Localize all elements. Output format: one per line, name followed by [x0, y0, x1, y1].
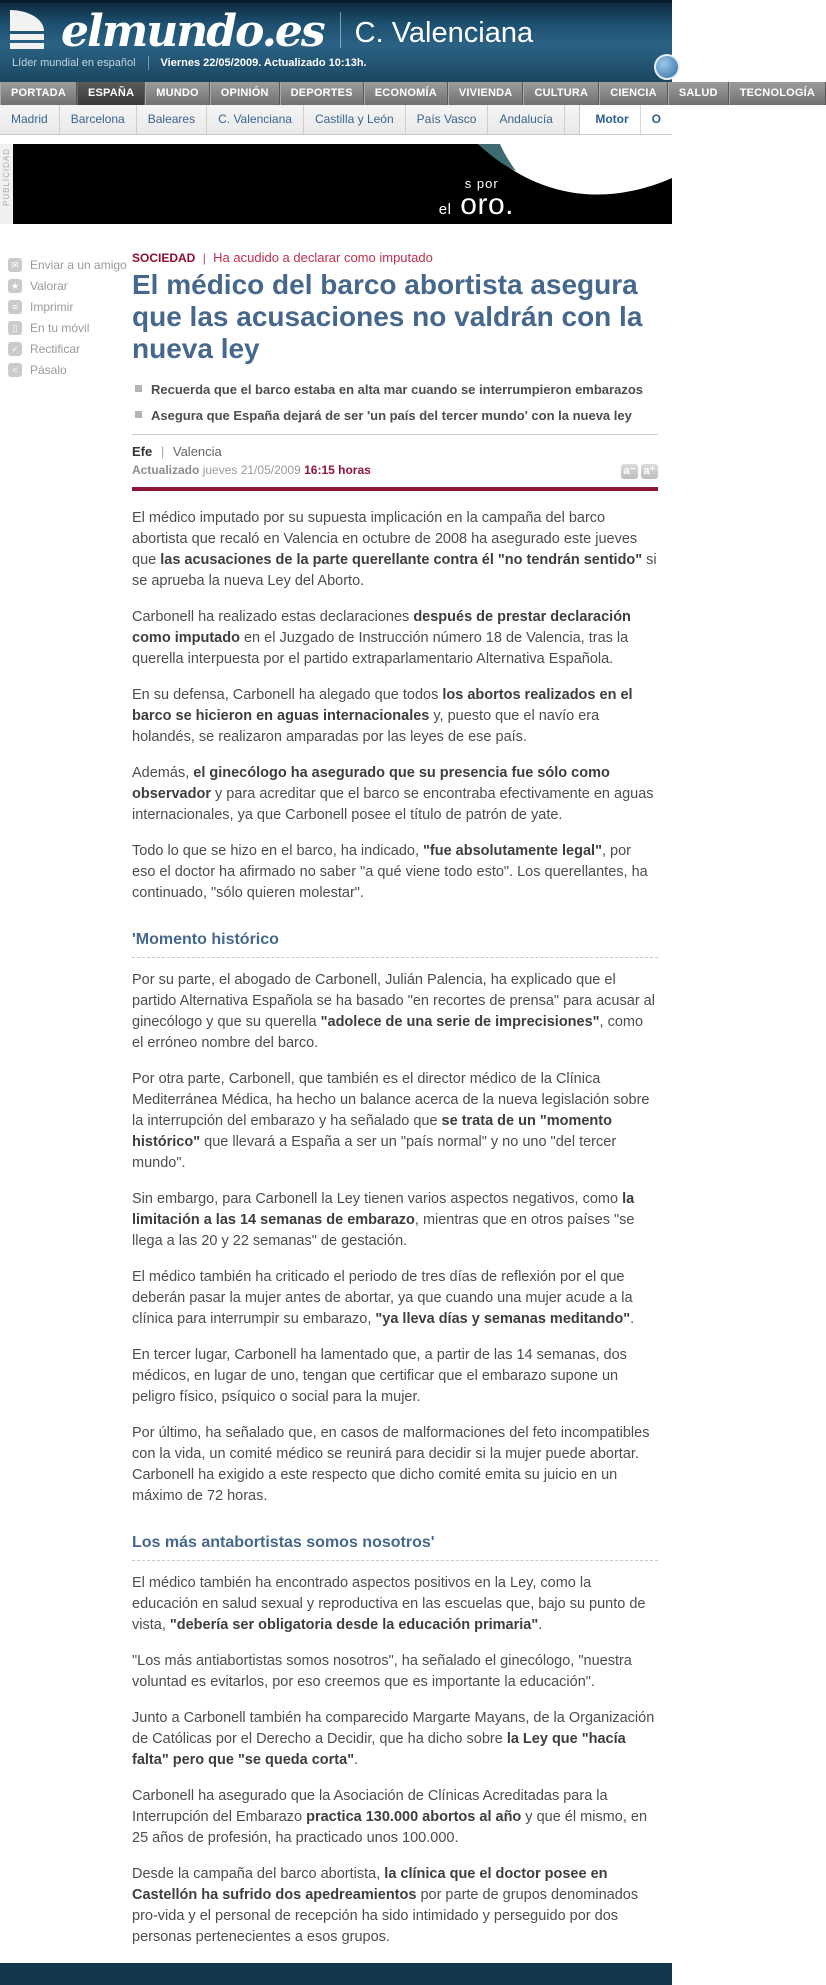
- summary-bullet: [132, 381, 658, 398]
- header-dateline: Viernes 22/05/2009. Actualizado 10:13h.: [160, 57, 367, 69]
- share-item-label: Rectificar: [30, 342, 81, 356]
- nav-tab-vivienda[interactable]: VIVIENDA: [448, 82, 524, 105]
- paragraph-bold-text: la Ley que "hacía falta" pero que "se queda corta": [132, 1731, 626, 1768]
- paragraph-bold-text: se trata de un "momento histórico": [132, 1113, 612, 1150]
- nav-tab-cultura[interactable]: CULTURA: [523, 82, 599, 105]
- paragraph-bold-text: "fue absolutamente legal": [423, 843, 602, 859]
- byline-agency: Efe: [132, 444, 153, 459]
- nav-tab-portada[interactable]: PORTADA: [0, 82, 77, 105]
- article-paragraph: [132, 763, 658, 826]
- share-item-label: En tu móvil: [30, 321, 90, 335]
- article-paragraph: [132, 841, 658, 904]
- paragraph-text: En tercer lugar, Carbonell ha lamentado que, a partir de las 14 semanas, dos médicos, en lugar de uno, tengan que certificar que el embarazo supone un peligro físico, psíquico o social para la mujer.: [132, 1347, 627, 1405]
- tagline-divider: [148, 56, 149, 70]
- byline-location: Valencia: [172, 444, 222, 459]
- paragraph-bold-text: los abortos realizados en el barco se hicieron en aguas internacionales: [132, 687, 633, 724]
- article-paragraph: [132, 1573, 658, 1636]
- logo-row: [0, 3, 672, 57]
- paragraph-text: Por su parte, el abogado de Carbonell, Julián Palencia, ha explicado que el partido Alternativa Española se ha basado "en recortes de prensa" para acusar al ginecólogo y que su querella: [132, 972, 655, 1030]
- paragraph-text: El médico también ha encontrado aspectos positivos en la Ley, como la educación en salud sexual y reproductiva en las escuelas que, bajo su punto de vista,: [132, 1575, 646, 1633]
- share-item-imprimir[interactable]: [8, 300, 132, 314]
- elmundo-logo-icon[interactable]: [10, 10, 52, 50]
- article-paragraph: [132, 1786, 658, 1849]
- share-item-label: Enviar a un amigo: [30, 258, 127, 272]
- paragraph-bold-text: la limitación a las 14 semanas de embarazo: [132, 1191, 635, 1228]
- summary-bullet-text: Asegura que España dejará de ser 'un país del tercer mundo' con la nueva ley: [151, 408, 632, 423]
- updated-date: jueves 21/05/2009: [202, 463, 301, 477]
- subnav-item-castilla-y-le-n[interactable]: Castilla y León: [304, 105, 406, 134]
- ad-text: [439, 176, 514, 220]
- article-paragraph: [132, 1708, 658, 1771]
- updated-row: [132, 463, 658, 477]
- nav-tab-econom-a[interactable]: ECONOMÍA: [364, 82, 448, 105]
- subnav-item-andaluc-a[interactable]: Andalucía: [488, 105, 564, 134]
- paragraph-bold-text: "adolece de una serie de imprecisiones": [320, 1014, 600, 1030]
- nav-tab-tecnolog-a[interactable]: TECNOLOGÍA: [729, 82, 826, 105]
- kicker-section-link[interactable]: SOCIEDAD: [132, 251, 196, 265]
- paragraph-bold-text: después de prestar declaración como imputado: [132, 609, 631, 646]
- article-paragraph: [132, 508, 658, 592]
- logo-arc-shape: [10, 10, 44, 31]
- sub-nav: [0, 105, 672, 135]
- kicker: [132, 250, 658, 265]
- summary-bullet: [132, 407, 658, 424]
- kicker-subtitle: Ha acudido a declarar como imputado: [213, 250, 433, 265]
- article-paragraph: [132, 1069, 658, 1174]
- paragraph-text: .: [538, 1617, 543, 1633]
- paragraph-text: "Los más antiabortistas somos nosotros", ha señalado el ginecólogo, "nuestra voluntad es evitarlos, por eso creemos que es importante la educación".: [132, 1653, 632, 1690]
- share-item-label: Imprimir: [30, 300, 74, 314]
- article-paragraph: [132, 607, 658, 670]
- ad-line1: s por: [464, 176, 499, 191]
- paragraph-text: Todo lo que se hizo en el barco, ha indicado,: [132, 843, 424, 859]
- paragraph-text: , como el erróneo nombre del barco.: [132, 1014, 644, 1051]
- paragraph-text: Carbonell ha realizado estas declaraciones: [132, 609, 414, 625]
- article-paragraph: [132, 970, 658, 1054]
- paragraph-text: y para acreditar que el barco se encontraba efectivamente en aguas internacionales, ya que Carbonell posee el título de patrón de yate.: [132, 786, 654, 823]
- ad-publicidad-label: PUBLICIDAD: [2, 148, 11, 207]
- share-item-enviar-a-un-amigo[interactable]: [8, 258, 132, 272]
- paragraph-text: El médico imputado por su supuesta implicación en la campaña del barco abortista que recaló en Valencia en octubre de 2008 ha asegurado este jueves que: [132, 510, 638, 568]
- nav-tab-ciencia[interactable]: CIENCIA: [599, 82, 668, 105]
- byline-block: [132, 435, 658, 487]
- edition-title: C. Valenciana: [354, 17, 534, 49]
- font-smaller-button[interactable]: a⁻: [621, 464, 638, 479]
- subnav-item-barcelona[interactable]: Barcelona: [60, 105, 137, 134]
- section-heading: Los más antabortistas somos nosotros': [132, 1534, 658, 1561]
- paragraph-text: Sin embargo, para Carbonell la Ley tienen varios aspectos negativos, como: [132, 1191, 623, 1207]
- paragraph-bold-text: la clínica que el doctor posee en Castellón ha sufrido dos apedreamientos: [132, 1866, 608, 1903]
- nav-tab-salud[interactable]: SALUD: [668, 82, 729, 105]
- paragraph-text: que llevará a España a ser un "país normal" y no uno "del tercer mundo".: [132, 1134, 617, 1171]
- header-widget-icon[interactable]: [654, 54, 680, 80]
- ad-banner[interactable]: [13, 144, 672, 224]
- main-nav: [0, 82, 816, 105]
- subnav-item-o[interactable]: O: [651, 112, 661, 126]
- share-item-label: Valorar: [30, 279, 68, 293]
- site-header: [0, 0, 672, 82]
- logo-bar-shape: [10, 43, 44, 49]
- article-accent-rule: [132, 487, 658, 491]
- updated-time: 16:15 horas: [304, 463, 371, 477]
- paragraph-text: y que él mismo, en 25 años de profesión, ha practicado unos 100.000.: [132, 1809, 648, 1846]
- subnav-item-madrid[interactable]: Madrid: [0, 105, 60, 134]
- footer-bar: [0, 1963, 672, 1985]
- article-paragraph: [132, 1651, 658, 1693]
- summary-bullet-text: Recuerda que el barco estaba en alta mar cuando se interrumpieron embarazos: [151, 382, 644, 397]
- mobile-icon: ▯: [8, 321, 22, 335]
- paragraph-text: si se aprueba la nueva Ley del Aborto.: [132, 552, 657, 589]
- paragraph-bold-text: "debería ser obligatoria desde la educación primaria": [169, 1617, 539, 1633]
- nav-tab-mundo[interactable]: MUNDO: [145, 82, 210, 105]
- paragraph-text: en el Juzgado de Instrucción número 18 de Valencia, tras la querella interpuesta por el partido extraparlamentario Alternativa Española.: [132, 630, 629, 667]
- paragraph-text: En su defensa, Carbonell ha alegado que todos: [132, 687, 443, 703]
- article-paragraph: [132, 685, 658, 748]
- ad-line2-small: el: [438, 201, 452, 218]
- paragraph-bold-text: las acusaciones de la parte querellante contra él "no tendrán sentido": [160, 552, 643, 568]
- paragraph-bold-text: el ginecólogo ha asegurado que su presencia fue sólo como observador: [132, 765, 610, 802]
- subnav-extras: [579, 105, 672, 134]
- paragraph-text: y, puesto que el navío era holandés, se realizaron amparadas por las leyes de ese país.: [132, 708, 600, 745]
- content: [0, 224, 672, 1963]
- paragraph-text: Junto a Carbonell también ha comparecido Margarte Mayans, de la Organización de Católicas por el Derecho a Decidir, que ha dicho sobre: [132, 1710, 655, 1747]
- nav-tab-espa-a[interactable]: ESPAÑA: [77, 82, 145, 105]
- paragraph-text: Además,: [132, 765, 194, 781]
- subnav-item-pa-s-vasco[interactable]: País Vasco: [406, 105, 489, 134]
- share-item-p-salo[interactable]: [8, 363, 132, 377]
- article-paragraph: [132, 1423, 658, 1507]
- bullet-square-icon: [135, 411, 142, 418]
- font-larger-button[interactable]: a⁺: [641, 464, 658, 479]
- byline-separator: |: [160, 444, 165, 459]
- header-divider: [340, 12, 341, 48]
- subnav-regions: [0, 105, 565, 134]
- paragraph-text: por parte de grupos denominados pro-vida y el personal de recepción ha sido intimidado y perseguido por dos personas pertenecientes a esos grupos.: [132, 1887, 639, 1945]
- ad-row: [0, 144, 672, 224]
- section-heading: 'Momento histórico: [132, 931, 658, 958]
- site-tagline: Líder mundial en español: [12, 57, 136, 69]
- byline: [132, 444, 658, 459]
- ad-line2-big: oro.: [460, 188, 514, 221]
- paragraph-text: .: [354, 1752, 359, 1768]
- paragraph-bold-text: practica 130.000 abortos al año: [306, 1809, 522, 1825]
- subnav-item-c-valenciana[interactable]: C. Valenciana: [207, 105, 304, 134]
- paragraph-text: .: [630, 1311, 635, 1327]
- paragraph-text: , por eso el doctor ha afirmado no saber "a qué viene todo esto". Los querellantes, ha continuado, "sólo quieren molestar".: [132, 843, 648, 901]
- share-item-en-tu-m-vil[interactable]: [8, 321, 132, 335]
- share-item-rectificar[interactable]: [8, 342, 132, 356]
- updated-label: Actualizado: [132, 463, 200, 477]
- paragraph-text: Desde la campaña del barco abortista,: [132, 1866, 385, 1882]
- paragraph-text: , mientras que en otros países "se llega a las 20 y 22 semanas" de gestación.: [132, 1212, 635, 1249]
- print-icon: ≡: [8, 300, 22, 314]
- article-paragraph: [132, 1345, 658, 1408]
- page-title: El médico del barco abortista asegura que las acusaciones no valdrán con la nueva ley: [132, 269, 643, 364]
- paragraph-text: El médico también ha criticado el periodo de tres días de reflexión por el que deberán pasar la mujer antes de abortar, ya que cuando una mujer acude a la clínica para interrumpir su embarazo,: [132, 1269, 633, 1327]
- share-sidebar: [8, 250, 132, 1963]
- nav-tab-opini-n[interactable]: OPINIÓN: [210, 82, 280, 105]
- site-logo[interactable]: elmundo.es: [61, 5, 324, 57]
- font-size-controls: [621, 464, 658, 479]
- star-icon: ★: [8, 279, 22, 293]
- article-body: [132, 508, 658, 1948]
- logo-bar-shape: [10, 34, 44, 40]
- envelope-icon: ✉: [8, 258, 22, 272]
- article-paragraph: [132, 1864, 658, 1948]
- subnav-item-baleares[interactable]: Baleares: [137, 105, 207, 134]
- nav-tab-deportes[interactable]: DEPORTES: [280, 82, 364, 105]
- article: [132, 250, 660, 1963]
- share-item-valorar[interactable]: [8, 279, 132, 293]
- subnav-item-motor[interactable]: Motor: [584, 105, 640, 134]
- paragraph-text: Por otra parte, Carbonell, que también es el director médico de la Clínica Mediterránea Médica, ha hecho un balance acerca de la nueva legislación sobre la interrupción del embarazo y ha señalado que: [132, 1071, 650, 1129]
- ad-line2: [438, 188, 514, 221]
- share-item-label: Pásalo: [30, 363, 67, 377]
- paragraph-text: Por último, ha señalado que, en casos de malformaciones del feto incompatibles con la vida, un comité médico se reunirá para decidir si la mujer puede abortar. Carbonell ha exigido a este respecto que dicho comité emita su juicio en un máximo de 72 horas.: [132, 1425, 650, 1504]
- article-paragraph: [132, 1189, 658, 1252]
- paragraph-bold-text: "ya lleva días y semanas meditando": [375, 1311, 631, 1327]
- article-paragraph: [132, 1267, 658, 1330]
- bullet-square-icon: [135, 385, 142, 392]
- summary-bullets: [132, 381, 658, 424]
- kicker-divider: |: [202, 251, 206, 265]
- paragraph-text: Carbonell ha asegurado que la Asociación de Clínicas Acreditadas para la Interrupción del Embarazo: [132, 1788, 608, 1825]
- check-icon: ✓: [8, 342, 22, 356]
- ad-publicidad-strip: [0, 144, 13, 224]
- share-icon: <: [8, 363, 22, 377]
